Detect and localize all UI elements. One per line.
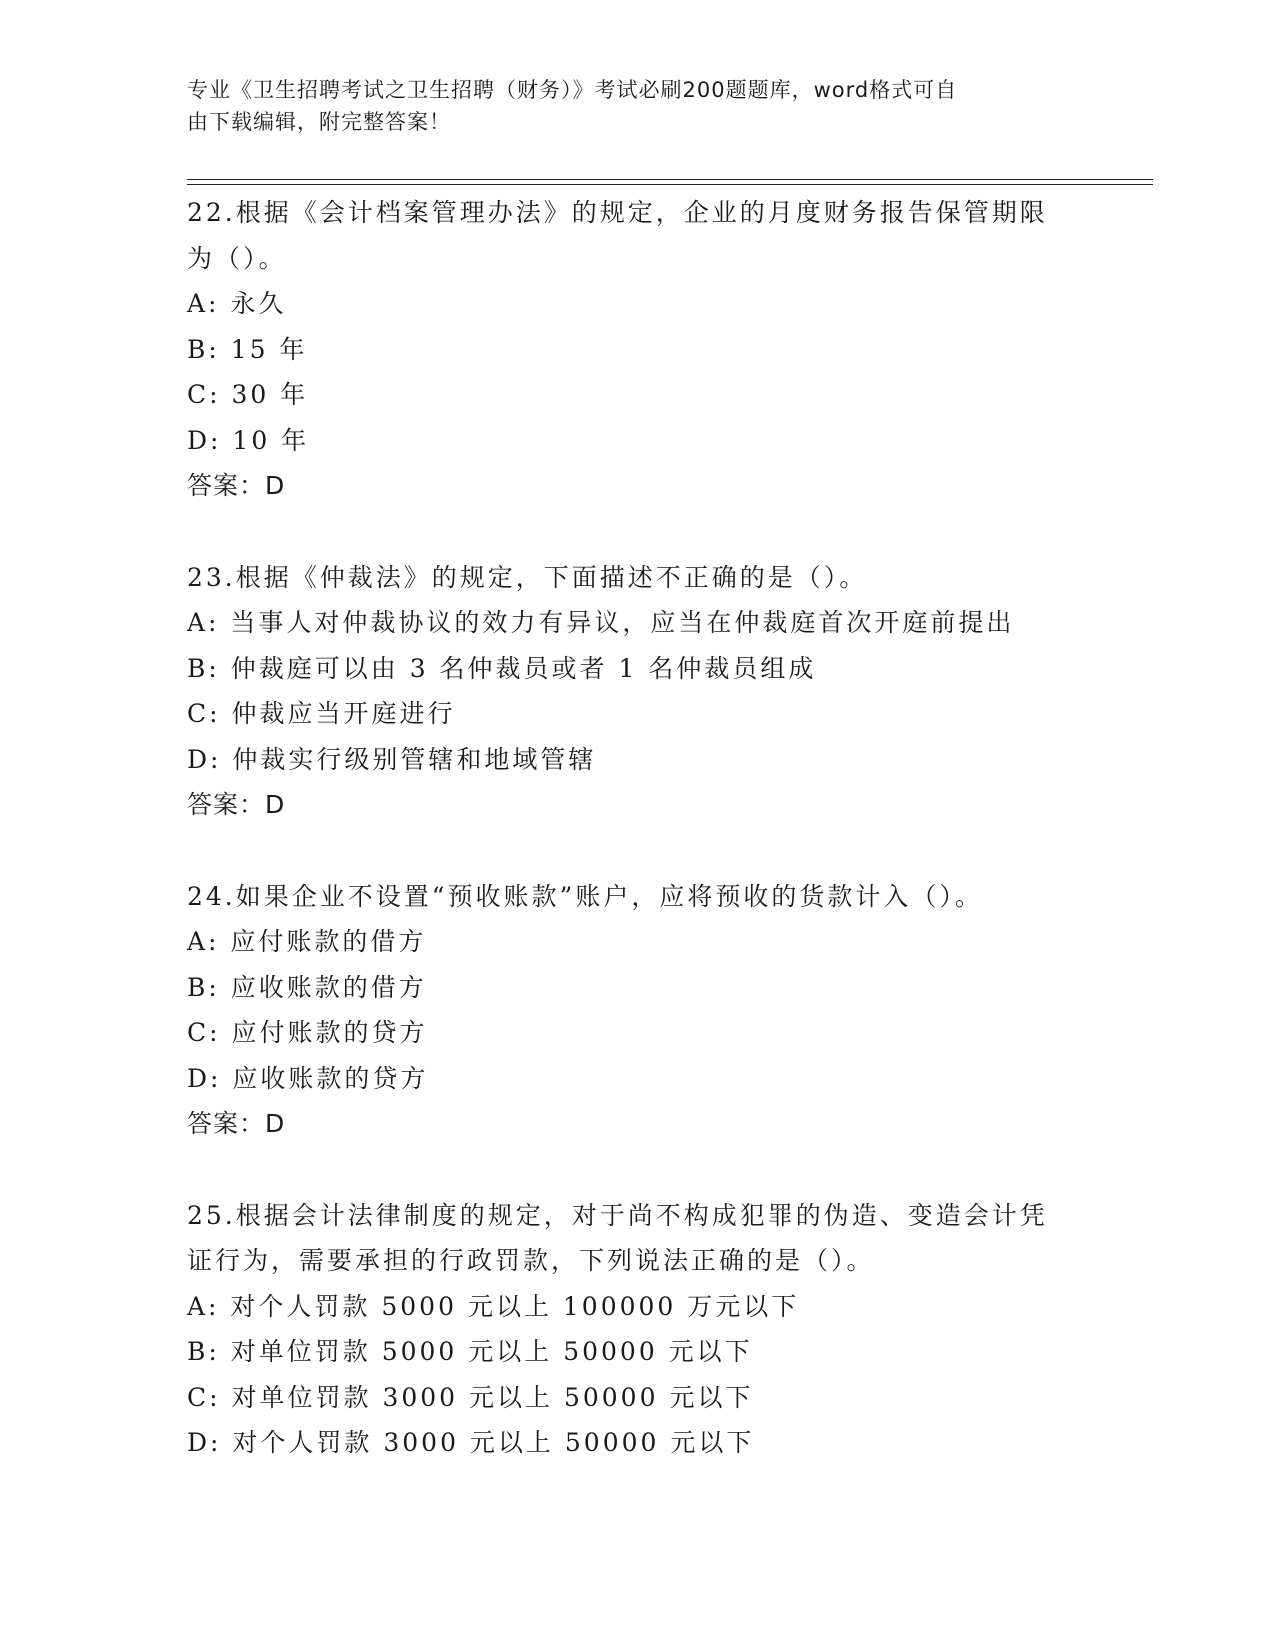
question-stem: 24.如果企业不设置“预收账款”账户，应将预收的货款计入（）。 (187, 881, 983, 911)
header-line-2: 由下载编辑，附完整答案！ (187, 110, 451, 134)
answer-text: 答案：D (187, 471, 286, 500)
option-d: D: 应收账款的贷方 (187, 1063, 429, 1093)
header-divider-top (187, 179, 1153, 180)
option-b: B: 15 年 (187, 334, 308, 364)
option-a: A: 对个人罚款 5000 元以上 100000 万元以下 (187, 1291, 800, 1321)
question-24 (187, 874, 1117, 1147)
question-list (187, 190, 1117, 1466)
question-stem: 23.根据《仲裁法》的规定，下面描述不正确的是（）。 (187, 562, 868, 592)
question-22 (187, 190, 1117, 509)
spacer (187, 509, 1117, 555)
option-d: D: 10 年 (187, 425, 310, 455)
option-d: D: 仲裁实行级别管辖和地域管辖 (187, 744, 597, 774)
option-c: C: 对单位罚款 3000 元以上 50000 元以下 (187, 1382, 754, 1412)
option-c: C: 应付账款的贷方 (187, 1018, 428, 1047)
option-b: B: 仲裁庭可以由 3 名仲裁员或者 1 名仲裁员组成 (187, 653, 817, 683)
question-stem: 25.根据会计法律制度的规定，对于尚不构成犯罪的伪造、变造会计凭 (187, 1200, 1048, 1230)
option-b: B: 应收账款的借方 (187, 972, 427, 1002)
option-c: C: 30 年 (187, 380, 309, 409)
question-25 (187, 1193, 1117, 1466)
option-d: D: 对个人罚款 3000 元以上 50000 元以下 (187, 1428, 755, 1457)
option-a: A: 永久 (187, 289, 287, 318)
header-divider-bottom (187, 184, 1153, 185)
option-a: A: 当事人对仲裁协议的效力有异议，应当在仲裁庭首次开庭前提出 (187, 608, 1015, 637)
spacer (187, 1147, 1117, 1193)
option-a: A: 应付账款的借方 (187, 927, 427, 956)
document-header (187, 74, 1067, 138)
option-b: B: 对单位罚款 5000 元以上 50000 元以下 (187, 1337, 753, 1366)
option-c: C: 仲裁应当开庭进行 (187, 699, 456, 728)
question-stem: 为（）。 (187, 243, 287, 273)
answer-text: 答案：D (187, 790, 286, 819)
answer-text: 答案：D (187, 1109, 286, 1138)
question-23 (187, 555, 1117, 828)
spacer (187, 828, 1117, 874)
question-stem: 22.根据《会计档案管理办法》的规定，企业的月度财务报告保管期限 (187, 198, 1048, 227)
header-line-1: 专业《卫生招聘考试之卫生招聘（财务）》考试必刷200题题库，word格式可自 (187, 78, 958, 102)
question-stem: 证行为，需要承担的行政罚款，下列说法正确的是（）。 (187, 1246, 875, 1275)
